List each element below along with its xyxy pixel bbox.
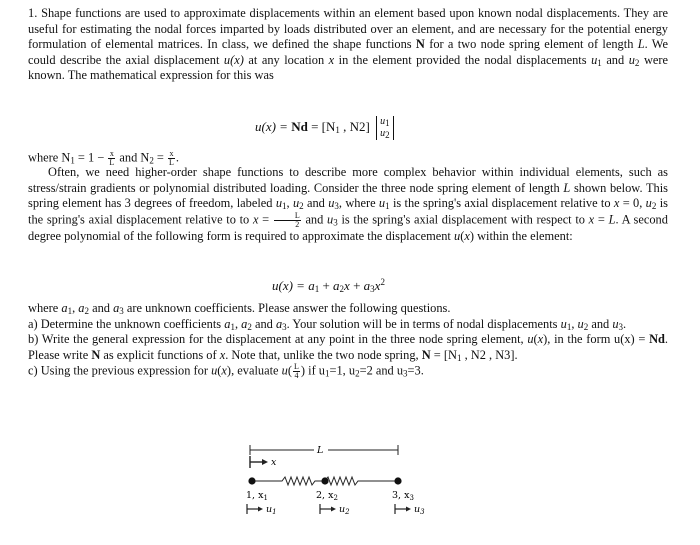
u2-label: $u_2$ [339,504,350,516]
u1-label: $u_1$ [266,504,277,516]
x-axis-arrow [250,456,277,468]
node-2 [321,477,328,484]
question-b: b) Write the general expression for the displacement at any point in the three node spring element, [28,332,524,347]
x-axis-label: x [271,457,277,468]
paragraph-three-node: Often, we need higher-order shape functions to describe more complex behavior within individual elements, such as stress/strain gradients or polynomial distributed loading. Consider the three node spring element of length L shown below. This spring element has 3 degrees of freedom, labeled $u_1$, $u_2$ and $u_3$, where $u_1$ is the spring's axial displacement relative to x = 0, $u_2$ is the spring's axial displacement relative to to x = $\frac{L}{2}$ and $u_3$ is the spring's axial displacement with respect to x = L. A second degree polynomial of the following form is required to approximate the displacement u(x) within the element: [28,165,668,243]
question-a: a) Determine the unknown coefficients [28,316,222,331]
questions-block: where $a_1$, $a_2$ and $a_3$ are unknown coefficients. Please answer the following questions. a) Determine the unknown coefficients $a_1$, $a_2$ and $a_3$. Your solution will be in terms of nodal displacements $u_1$, $u_2$ and $u_3$. b) Write the general expression for the displacement at any point in the three node spring element, u(x), in the form u(x) = Nd. Please write N as explicit functions of x. Note that, unlike the two node spring, $N = [N_1$ , N2 , N3]. c) Using the previous expression for u(x), evaluate u( $\frac{L}{4}$ ) if $u_1=1$, $u_2=2$ and $u_3=3$. [28,301,669,381]
node-1-label: 1, $x_1$ [246,490,268,502]
node-1 [248,477,255,484]
three-node-spring-diagram [230,430,490,540]
node-3 [394,477,401,484]
length-label: L [317,445,324,456]
document-page: 1. Shape functions are used to approximate displacements within an element based upon known nodal displacements. They are useful for estimating the nodal forces imparted by loads distributed over an element, and are necessary for the potential energy formulation of elemental matrices. In class, we defined the shape functions N for a two node spring element of length L. We could describe the axial displacement u(x) at any location x in the element provided the nodal displacements $u_1$ and $u_2$ were known. The mathematical expression for this was $u(x) = Nd = [N_1$ , N2] $u_1$ $u_2$ where $N_1 = 1$ − $\frac{x}{L}$ and $N_2$ = $\frac{x}{L}$ . Often, we need higher-order shape functions to describe more complex behavior within individual elements, such as stress/strain gradients or polynomial distributed loading. Consider the three node spring element of length L shown below. This spring element has 3 degrees of freedom, labeled $u_1$, $u_2$ and $u_3$, where $u_1$ is the spring's axial displacement relative to x = 0, $u_2$ is the spring's axial displacement relative to to x = $\frac{L}{2}$ and $u_3$ is the spring's axial displacement with respect to x = L. A second degree polynomial of the following form is required to approximate the displacement u(x) within the element: $u(x) = a_1 + a_2x + a_3x^2$ where $a_1$, $a_2$ and $a_3$ are unknown coefficients. Please answer the following questions. a) Determine the unknown coefficients $a_1$, $a_2$ and $a_3$. Your solution will be in terms of nodal displacements $u_1$, $u_2$ and $u_3$. b) Write the general expression for the displacement at any point in the three node spring element, u(x), in the form u(x) = Nd. Please write N as explicit functions of x. Note that, unlike the two node spring, $N = [N_1$ , N2 , N3]. c) Using the previous expression for u(x), evaluate u( $\frac{L}{4}$ ) if $u_1=1$, $u_2=2$ and $u_3=3$. L x 1, $x_1$ 2, $x_2$ 3, $x_3$ $u_1$ $u_2$ $u_3$ [0,0,700,545]
u2-arrow [320,504,350,516]
u3-label: $u_3$ [414,504,425,516]
spring [248,477,401,485]
length-dimension [250,445,398,456]
displacement-vector: $u_1$ $u_2$ [376,116,394,140]
paragraph-intro: 1. Shape functions are used to approximate displacements within an element based upon known nodal displacements. They are useful for estimating the nodal forces imparted by loads distributed over an element, and are necessary for the potential energy formulation of elemental matrices. In class, we defined the shape functions N for a two node spring element of length L. We could describe the axial displacement u(x) at any location x in the element provided the nodal displacements $u_1$ and $u_2$ were known. The mathematical expression for this was [28,6,669,83]
node-3-label: 3, $x_3$ [392,490,414,502]
shape-function-definition: where $N_1 = 1$ − $\frac{x}{L}$ and $N_2$ = $\frac{x}{L}$ . [28,149,180,167]
u3-arrow [395,504,425,516]
question-c: c) Using the previous expression for [28,363,208,378]
u1-arrow [247,504,277,516]
node-2-label: 2, $x_2$ [316,490,338,502]
